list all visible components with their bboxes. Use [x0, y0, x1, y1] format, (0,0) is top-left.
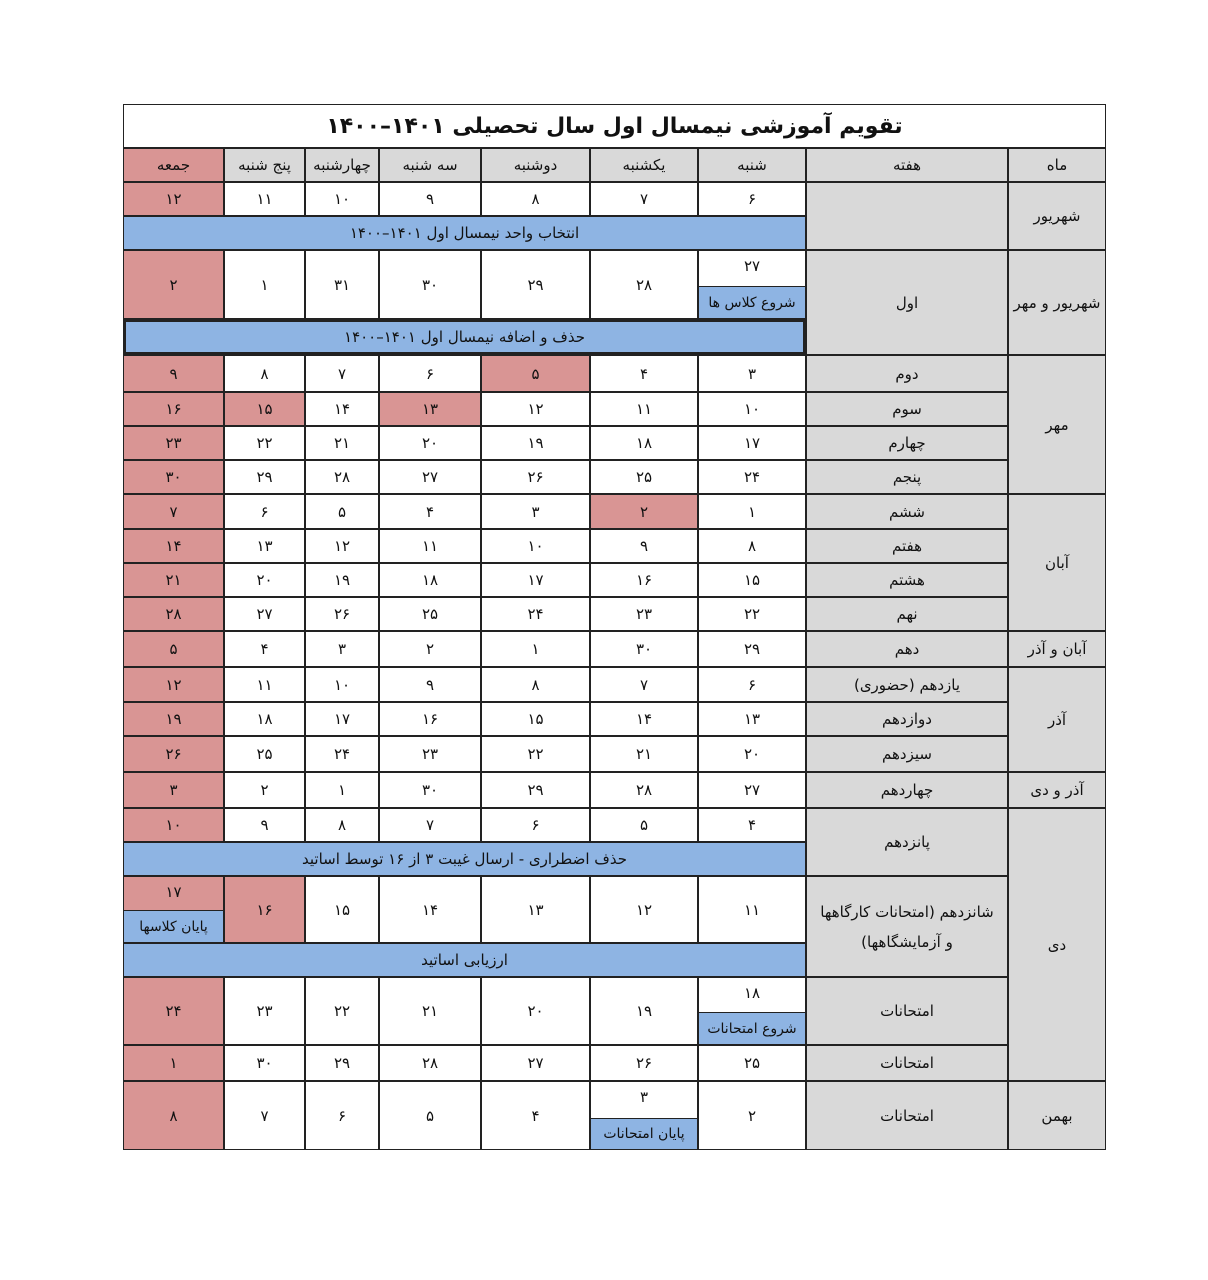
date-cell: ۱۷: [123, 876, 224, 943]
date-cell: ۲۳: [590, 597, 698, 631]
date-cell: ۲۴: [481, 597, 590, 631]
date-cell: ۱۶: [224, 876, 305, 943]
month-cell: آبان: [1008, 494, 1106, 631]
date-cell: ۵: [590, 808, 698, 842]
month-cell: آذر: [1008, 667, 1106, 772]
date-cell: ۲۳: [224, 977, 305, 1045]
date-cell: ۱۴: [590, 702, 698, 736]
date-cell: ۲۲: [481, 736, 590, 772]
date-cell: ۱۹: [481, 426, 590, 460]
date-cell: ۱۱: [698, 876, 806, 943]
date-cell: ۲۶: [123, 736, 224, 772]
date-cell: ۷: [305, 355, 379, 392]
date-cell: ۲۹: [481, 772, 590, 808]
date-cell: ۱۱: [224, 182, 305, 216]
date-cell: ۶: [481, 808, 590, 842]
week-cell: سوم: [806, 392, 1008, 426]
header-month: ماه: [1008, 148, 1106, 182]
date-cell: ۵: [481, 355, 590, 392]
header-day-5: پنج شنبه: [224, 148, 305, 182]
header-day-6: جمعه: [123, 148, 224, 182]
date-cell: ۱۳: [379, 392, 481, 426]
date-cell: ۲۱: [123, 563, 224, 597]
month-cell: مهر: [1008, 355, 1106, 494]
date-cell: ۴: [224, 631, 305, 667]
week-cell: امتحانات: [806, 1045, 1008, 1081]
date-cell: ۱۲: [481, 392, 590, 426]
date-cell: ۲۵: [224, 736, 305, 772]
date-cell: ۱۱: [224, 667, 305, 702]
date-cell: ۱۸: [224, 702, 305, 736]
date-cell: ۱۲: [123, 667, 224, 702]
date-cell: ۲۱: [305, 426, 379, 460]
month-cell: آذر و دی: [1008, 772, 1106, 808]
date-cell: ۲۸: [590, 250, 698, 319]
week-16-line: و آزمایشگاهها): [861, 932, 953, 951]
date-cell: ۲۴: [698, 460, 806, 494]
date-cell: ۲۰: [481, 977, 590, 1045]
header-day-0: شنبه: [698, 148, 806, 182]
date-cell: ۱۱: [590, 392, 698, 426]
date-cell: ۲: [590, 494, 698, 529]
date-cell: ۸: [123, 1081, 224, 1150]
date-cell: ۸: [698, 529, 806, 563]
date-cell: ۲: [379, 631, 481, 667]
date-cell: ۲۸: [590, 772, 698, 808]
week-cell: یازدهم (حضوری): [806, 667, 1008, 702]
date-cell: ۲۲: [305, 977, 379, 1045]
date-cell: ۳۰: [379, 250, 481, 319]
date-cell: ۱۲: [123, 182, 224, 216]
date-cell: ۲۷: [481, 1045, 590, 1081]
date-cell: ۱۰: [481, 529, 590, 563]
date-cell: ۱۵: [305, 876, 379, 943]
date-cell: ۷: [590, 182, 698, 216]
date-cell: ۱۸: [590, 426, 698, 460]
week-cell: هفتم: [806, 529, 1008, 563]
header-day-4: چهارشنبه: [305, 148, 379, 182]
date-cell: ۲۹: [481, 250, 590, 319]
week-cell: دوازدهم: [806, 702, 1008, 736]
note-course-selection: انتخاب واحد نیمسال اول ۱۴۰۱–۱۴۰۰: [123, 216, 806, 250]
date-cell: ۳۱: [305, 250, 379, 319]
date-cell: ۲۶: [481, 460, 590, 494]
date-cell: ۱: [123, 1045, 224, 1081]
header-day-2: دوشنبه: [481, 148, 590, 182]
date-cell: ۶: [698, 182, 806, 216]
date-cell: ۳۰: [123, 460, 224, 494]
week-cell: امتحانات: [806, 977, 1008, 1045]
week-cell: هشتم: [806, 563, 1008, 597]
date-cell: ۱: [698, 494, 806, 529]
date-cell: ۳۰: [590, 631, 698, 667]
date-cell: ۲۲: [224, 426, 305, 460]
date-cell: ۲۸: [123, 597, 224, 631]
date-cell: ۱۳: [481, 876, 590, 943]
date-cell: ۱۴: [305, 392, 379, 426]
date-cell: ۸: [305, 808, 379, 842]
date-cell: ۵: [123, 631, 224, 667]
date-cell: ۲۴: [123, 977, 224, 1045]
date-cell: ۶: [305, 1081, 379, 1150]
date-cell: ۲۰: [698, 736, 806, 772]
week-cell: نهم: [806, 597, 1008, 631]
date-cell: ۲۸: [379, 1045, 481, 1081]
date-cell: ۲۸: [305, 460, 379, 494]
date-cell: ۱: [305, 772, 379, 808]
date-cell: ۱۴: [123, 529, 224, 563]
date-cell: ۱۰: [305, 182, 379, 216]
date-cell: ۱۲: [305, 529, 379, 563]
date-cell: ۲۹: [698, 631, 806, 667]
date-cell: ۹: [379, 667, 481, 702]
date-cell: ۲۰: [224, 563, 305, 597]
date-cell: ۵: [305, 494, 379, 529]
date-cell: ۲۱: [379, 977, 481, 1045]
date-cell: ۱۷: [698, 426, 806, 460]
date-cell: ۱۸: [698, 977, 806, 1045]
date-cell: ۱۰: [305, 667, 379, 702]
date-cell: ۱۳: [698, 702, 806, 736]
week-cell: پنجم: [806, 460, 1008, 494]
date-cell: ۲۱: [590, 736, 698, 772]
date-cell: ۳۰: [379, 772, 481, 808]
date-cell: ۱۹: [305, 563, 379, 597]
date-cell: ۶: [698, 667, 806, 702]
month-cell: شهریور: [1008, 182, 1106, 250]
week-cell: اول: [806, 250, 1008, 355]
date-cell: ۶: [224, 494, 305, 529]
date-cell: ۲۶: [305, 597, 379, 631]
date-cell: ۸: [481, 667, 590, 702]
month-cell: دی: [1008, 808, 1106, 1081]
date-cell: ۴: [481, 1081, 590, 1150]
note-add-drop: حذف و اضافه نیمسال اول ۱۴۰۱–۱۴۰۰: [123, 319, 806, 355]
date-cell: ۱۶: [123, 392, 224, 426]
date-cell: ۲۳: [123, 426, 224, 460]
date-cell: ۱۷: [305, 702, 379, 736]
date-cell: ۳: [123, 772, 224, 808]
date-cell: ۵: [379, 1081, 481, 1150]
date-cell: ۲۷: [224, 597, 305, 631]
date-cell: ۲۵: [698, 1045, 806, 1081]
date-cell: ۴: [698, 808, 806, 842]
note-teacher-evaluation: ارزیابی اساتید: [123, 943, 806, 977]
date-cell: ۹: [123, 355, 224, 392]
week-cell-empty: [806, 182, 1008, 250]
date-cell: ۲۳: [379, 736, 481, 772]
date-cell: ۱۲: [590, 876, 698, 943]
date-cell: ۹: [224, 808, 305, 842]
week-cell: دهم: [806, 631, 1008, 667]
date-cell: ۲۲: [698, 597, 806, 631]
month-cell: آبان و آذر: [1008, 631, 1106, 667]
date-cell: ۲: [698, 1081, 806, 1150]
note-emergency-drop: حذف اضطراری - ارسال غیبت ۳ از ۱۶ توسط اساتید: [123, 842, 806, 876]
week-cell: سیزدهم: [806, 736, 1008, 772]
date-cell: ۳۰: [224, 1045, 305, 1081]
date-cell: ۳: [698, 355, 806, 392]
date-cell: ۱۳: [224, 529, 305, 563]
date-cell: ۷: [379, 808, 481, 842]
tag-classes-end: پایان کلاسها: [123, 910, 224, 943]
date-cell: ۲۰: [379, 426, 481, 460]
tag-exams-start: شروع امتحانات: [698, 1012, 806, 1045]
tag-exams-end: پایان امتحانات: [590, 1118, 698, 1150]
date-cell: ۷: [224, 1081, 305, 1150]
date-cell: ۲۷: [698, 772, 806, 808]
date-cell: ۲۷: [379, 460, 481, 494]
date-cell: ۳: [305, 631, 379, 667]
month-cell: شهریور و مهر: [1008, 250, 1106, 355]
week-cell: امتحانات: [806, 1081, 1008, 1150]
date-cell: ۱۵: [224, 392, 305, 426]
date-cell: ۳: [590, 1081, 698, 1150]
week-cell-16: [806, 876, 1008, 977]
date-cell: ۲۶: [590, 1045, 698, 1081]
week-cell: چهارم: [806, 426, 1008, 460]
calendar-title: تقویم آموزشی نیمسال اول سال تحصیلی ۱۴۰۱–۱۴۰۰: [123, 104, 1106, 148]
week-cell: دوم: [806, 355, 1008, 392]
date-cell: ۴: [379, 494, 481, 529]
date-cell: ۸: [224, 355, 305, 392]
date-cell: ۱۹: [123, 702, 224, 736]
date-cell: ۱۷: [481, 563, 590, 597]
date-cell: ۱۹: [590, 977, 698, 1045]
month-cell: بهمن: [1008, 1081, 1106, 1150]
date-cell: ۲: [123, 250, 224, 319]
date-cell: ۱۴: [379, 876, 481, 943]
date-cell: ۱۰: [123, 808, 224, 842]
date-cell: ۱۸: [379, 563, 481, 597]
date-cell: ۱۶: [379, 702, 481, 736]
date-cell: ۱۰: [698, 392, 806, 426]
header-day-3: سه شنبه: [379, 148, 481, 182]
date-cell: ۳: [481, 494, 590, 529]
date-cell: ۱۶: [590, 563, 698, 597]
date-cell: ۲۷: [698, 250, 806, 319]
date-cell: ۲۴: [305, 736, 379, 772]
week-cell: ششم: [806, 494, 1008, 529]
date-cell: ۴: [590, 355, 698, 392]
week-16-line: شانزدهم (امتحانات کارگاهها: [820, 902, 994, 921]
week-cell: چهاردهم: [806, 772, 1008, 808]
date-cell: ۱: [224, 250, 305, 319]
date-cell: ۹: [590, 529, 698, 563]
tag-classes-start: شروع کلاس ها: [698, 286, 806, 319]
date-cell: ۱: [481, 631, 590, 667]
date-cell: ۲: [224, 772, 305, 808]
week-cell: پانزدهم: [806, 808, 1008, 876]
date-cell: ۱۱: [379, 529, 481, 563]
date-cell: ۲۵: [379, 597, 481, 631]
header-week: هفته: [806, 148, 1008, 182]
date-cell: ۷: [123, 494, 224, 529]
date-cell: ۸: [481, 182, 590, 216]
date-cell: ۷: [590, 667, 698, 702]
date-cell: ۱۵: [481, 702, 590, 736]
date-cell: ۲۹: [305, 1045, 379, 1081]
header-day-1: یکشنبه: [590, 148, 698, 182]
date-cell: ۱۵: [698, 563, 806, 597]
date-cell: ۹: [379, 182, 481, 216]
date-cell: ۲۹: [224, 460, 305, 494]
date-cell: ۶: [379, 355, 481, 392]
date-cell: ۲۵: [590, 460, 698, 494]
